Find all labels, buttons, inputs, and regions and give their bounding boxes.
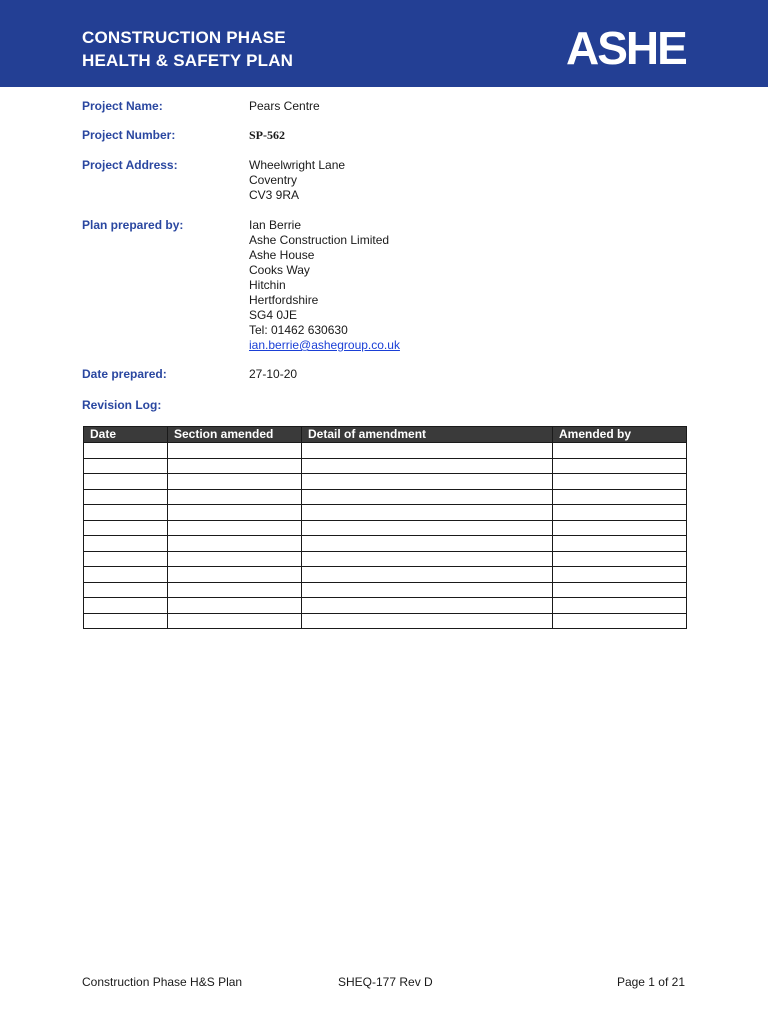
table-cell	[168, 505, 302, 521]
table-row	[84, 613, 687, 629]
revision-table-body	[84, 443, 687, 629]
table-cell	[84, 520, 168, 536]
footer-document-code: SHEQ-177 Rev D	[338, 975, 433, 989]
table-row	[84, 474, 687, 490]
table-cell	[168, 536, 302, 552]
table-cell	[168, 582, 302, 598]
document-title	[82, 26, 293, 72]
revision-log-label: Revision Log:	[82, 398, 162, 412]
column-header-detail-of-amendment: Detail of amendment	[302, 427, 553, 443]
project-name-value: Pears Centre	[249, 99, 320, 113]
revision-table-header-row	[84, 427, 687, 443]
table-row	[84, 582, 687, 598]
preparer-line: Hertfordshire	[249, 293, 319, 307]
table-cell	[84, 443, 168, 459]
column-header-amended-by: Amended by	[553, 427, 687, 443]
table-cell	[302, 474, 553, 490]
table-cell	[168, 443, 302, 459]
table-cell	[168, 458, 302, 474]
table-row	[84, 598, 687, 614]
table-cell	[168, 520, 302, 536]
table-cell	[553, 458, 687, 474]
table-cell	[84, 489, 168, 505]
table-cell	[553, 551, 687, 567]
table-cell	[553, 613, 687, 629]
table-cell	[553, 505, 687, 521]
table-row	[84, 489, 687, 505]
document-title-line-2: HEALTH & SAFETY PLAN	[82, 51, 294, 70]
preparer-line: Ashe Construction Limited	[249, 233, 390, 247]
table-cell	[302, 582, 553, 598]
table-cell	[84, 613, 168, 629]
column-header-date: Date	[84, 427, 168, 443]
table-row	[84, 443, 687, 459]
date-prepared-label: Date prepared:	[82, 367, 167, 381]
table-cell	[168, 474, 302, 490]
table-cell	[84, 567, 168, 583]
ashe-logo-text: ASHE	[566, 28, 686, 68]
table-cell	[553, 443, 687, 459]
footer-document-name: Construction Phase H&S Plan	[82, 975, 243, 989]
footer-page-number: Page 1 of 21	[616, 975, 685, 989]
table-cell	[84, 474, 168, 490]
table-cell	[84, 536, 168, 552]
table-cell	[302, 551, 553, 567]
table-cell	[553, 520, 687, 536]
project-name-label: Project Name:	[82, 99, 163, 113]
table-cell	[302, 520, 553, 536]
table-cell	[302, 567, 553, 583]
table-cell	[168, 613, 302, 629]
table-cell	[84, 582, 168, 598]
table-cell	[168, 567, 302, 583]
address-line: Wheelwright Lane	[249, 158, 346, 172]
table-cell	[302, 489, 553, 505]
table-cell	[553, 489, 687, 505]
column-header-section-amended: Section amended	[168, 427, 302, 443]
document-title-line-1: CONSTRUCTION PHASE	[82, 28, 286, 47]
project-number-label: Project Number:	[82, 128, 176, 142]
table-cell	[302, 458, 553, 474]
table-cell	[553, 582, 687, 598]
ashe-logo	[566, 28, 699, 68]
table-cell	[302, 598, 553, 614]
project-number-value: SP-562	[249, 128, 285, 142]
table-row	[84, 458, 687, 474]
preparer-phone: Tel: 01462 630630	[249, 323, 348, 337]
project-address-value	[249, 158, 549, 203]
table-row	[84, 536, 687, 552]
preparer-email-link[interactable]: ian.berrie@ashegroup.co.uk	[249, 338, 400, 352]
date-prepared-value: 27-10-20	[249, 367, 298, 381]
prepared-by-value	[249, 218, 549, 353]
prepared-by-label: Plan prepared by:	[82, 218, 184, 232]
preparer-line: Ian Berrie	[249, 218, 302, 232]
table-cell	[553, 598, 687, 614]
table-cell	[553, 567, 687, 583]
table-cell	[168, 489, 302, 505]
table-cell	[553, 474, 687, 490]
table-cell	[168, 551, 302, 567]
preparer-line: Ashe House	[249, 248, 315, 262]
table-cell	[302, 536, 553, 552]
table-cell	[84, 458, 168, 474]
table-cell	[302, 613, 553, 629]
preparer-line: Cooks Way	[249, 263, 310, 277]
address-line: CV3 9RA	[249, 188, 300, 202]
table-cell	[302, 443, 553, 459]
preparer-line: SG4 0JE	[249, 308, 298, 322]
table-cell	[302, 505, 553, 521]
table-row	[84, 551, 687, 567]
preparer-line: Hitchin	[249, 278, 286, 292]
header-band	[0, 0, 768, 87]
address-line: Coventry	[249, 173, 298, 187]
page-footer	[82, 975, 685, 991]
table-row	[84, 567, 687, 583]
table-row	[84, 505, 687, 521]
table-cell	[84, 551, 168, 567]
project-address-label: Project Address:	[82, 158, 178, 172]
table-cell	[168, 598, 302, 614]
table-row	[84, 520, 687, 536]
table-cell	[553, 536, 687, 552]
table-cell	[84, 598, 168, 614]
table-cell	[84, 505, 168, 521]
revision-log-table	[83, 426, 687, 629]
